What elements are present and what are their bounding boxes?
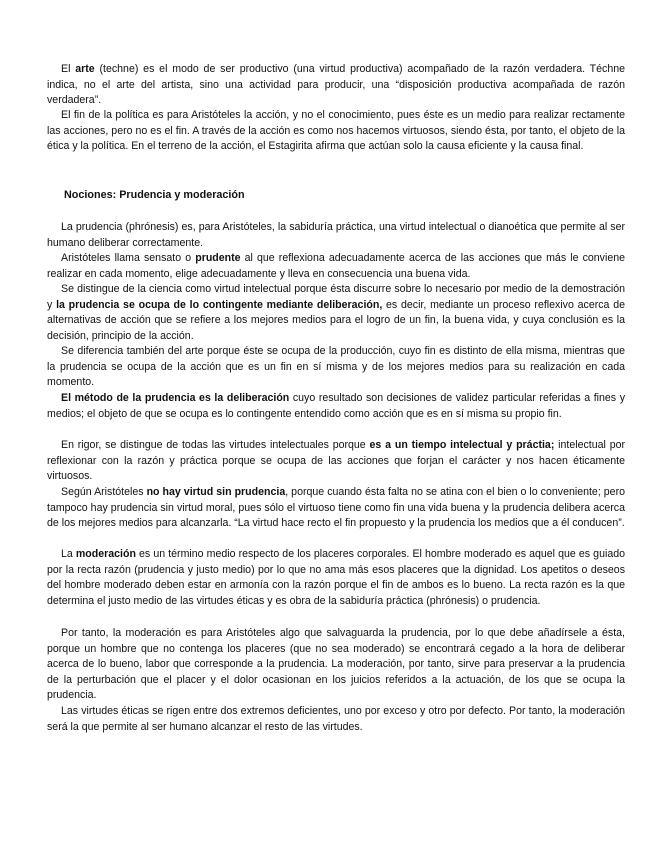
bold-phrase-contingente: la prudencia se ocupa de lo contingente mediante deliberación,: [56, 298, 383, 311]
intro-paragraph-politica: El fin de la política es para Aristóteles la acción, y no el conocimiento, pues éste es un medio para realizar rectamente las acciones, pero no es el fin. A través de la acción es como nos hacemos virtuosos, siendo ésta, por tanto, el objeto de la ética y la política. En el terreno de la acción, el Estagirita afirma que actúan solo la causa eficiente y la causa final.: [47, 109, 625, 153]
bold-phrase-practica: es a un tiempo intelectual y práctia;: [369, 439, 555, 451]
text-run: Según Aristóteles: [61, 486, 147, 498]
paragraph-prudente: [47, 251, 625, 282]
paragraph-virtudes-eticas: Las virtudes éticas se rigen entre dos extremos deficientes, uno por exceso y otro por defecto. Por tanto, la moderación será la que permite al ser humano alcanzar el resto de las virtudes.: [47, 705, 625, 733]
text-run: intelectual por reflexionar con la razón y práctica porque se ocupa de las acciones que forjan el carácter y nos hacen éticamente virtuosos.: [47, 439, 626, 483]
paragraph-arte-diferencia: Se diferencia también del arte porque éste se ocupa de la producción, cuyo fin es distinto de ella misma, mientras que la prudencia se ocupa de la acción que es un fin en sí misma y de los mejores medios para su realización en cada momento.: [47, 345, 625, 389]
text-run: es un término medio respecto de los placeres corporales. El hombre moderado es aquel que es guiado por la recta razón (prudencia y justo medio) por lo que no ama más esos placeres que la dignidad. Los apetitos o deseos del hombre moderado deben estar en armonía con la razón porque el fin de ambos es lo bueno. La recta razón es la que determina el justo medio de las virtudes éticas y es obra de la sabiduría práctica (phrónesis) o prudencia.: [47, 548, 625, 607]
intro-paragraph-arte: [47, 62, 625, 109]
text-run: (techne) es el modo de ser productivo (una virtud productiva) acompañado de la razón verdadera. Téchne indica, no el arte del artista, sino una actividad para producir, una “disposición productiva acompañada de razón verdadera”.: [47, 63, 625, 107]
paragraph-sin-prudencia: [47, 485, 625, 532]
text-run: al que reflexiona adecuadamente acerca de las acciones que más le conviene realizar en cada momento, elige adecuadamente y lleva en consecuencia una buena vida.: [47, 252, 625, 280]
text-run: Se distingue de la ciencia como virtud intelectual porque ésta discurre sobre lo necesario por medio de la demostración y: [47, 283, 625, 311]
text-run: Aristóteles llama sensato o: [61, 252, 196, 264]
paragraph-ciencia: [47, 282, 625, 344]
text-run: cuyo resultado son decisiones de validez particular referidas a fines y medios; el objeto de que se ocupa es lo contingente entendido como acción que es en sí misma su propio fin.: [47, 392, 625, 420]
section-heading: Nociones: Prudencia y moderación: [64, 189, 245, 201]
bold-term-prudente: prudente: [195, 252, 241, 264]
paragraph-por-tanto: Por tanto, la moderación es para Aristóteles algo que salvaguarda la prudencia, por lo que debe añadírsele a ésta, porque un hombre que no contenga los placeres (que no sea moderado) se encontrará cegado a la hora de deliberar acerca de lo bueno, labor que corresponde a la prudencia. La moderación, por tanto, sirve para preservar a la prudencia de la perturbación que el placer y el dolor ocasionan en los juicios referidos a la actuación, de los que se ocupa la prudencia.: [47, 627, 625, 702]
paragraph-prudencia-definicion: La prudencia (phrónesis) es, para Aristóteles, la sabiduría práctica, una virtud intelectual o dianoética que permite al ser humano deliberar correctamente.: [47, 221, 625, 249]
paragraph-metodo: [47, 391, 625, 422]
text-run: , porque cuando ésta falta no se atina con el bien o lo conveniente; pero tampoco hay prudencia sin virtud moral, pues sólo el virtuoso tiene como fin una vida buena y la prudencia delibera acerca de los mejores medios para alcanzarla. “La virtud hace recto el fin propuesto y la prudencia los medios que a él conducen”.: [47, 486, 625, 530]
bold-phrase-metodo: El método de la prudencia es la deliberación: [61, 392, 290, 404]
paragraph-en-rigor: [47, 438, 625, 485]
bold-term-moderacion: moderación: [75, 548, 136, 560]
bold-term-arte: arte: [75, 63, 95, 75]
bold-phrase-no-virtud: no hay virtud sin prudencia: [146, 486, 286, 498]
text-run: En rigor, se distingue de todas las virtudes intelectuales porque: [61, 439, 370, 451]
text-run: es decir, mediante un proceso reflexivo acerca de alternativas de acción que se refiere a los mejores medios para el logro de un fin, la buena vida, y cuya conclusión es la decisión, principio de la acción.: [47, 298, 625, 342]
paragraph-moderacion: [47, 547, 625, 609]
text-run: La: [61, 548, 76, 560]
text-run: El: [61, 63, 76, 75]
